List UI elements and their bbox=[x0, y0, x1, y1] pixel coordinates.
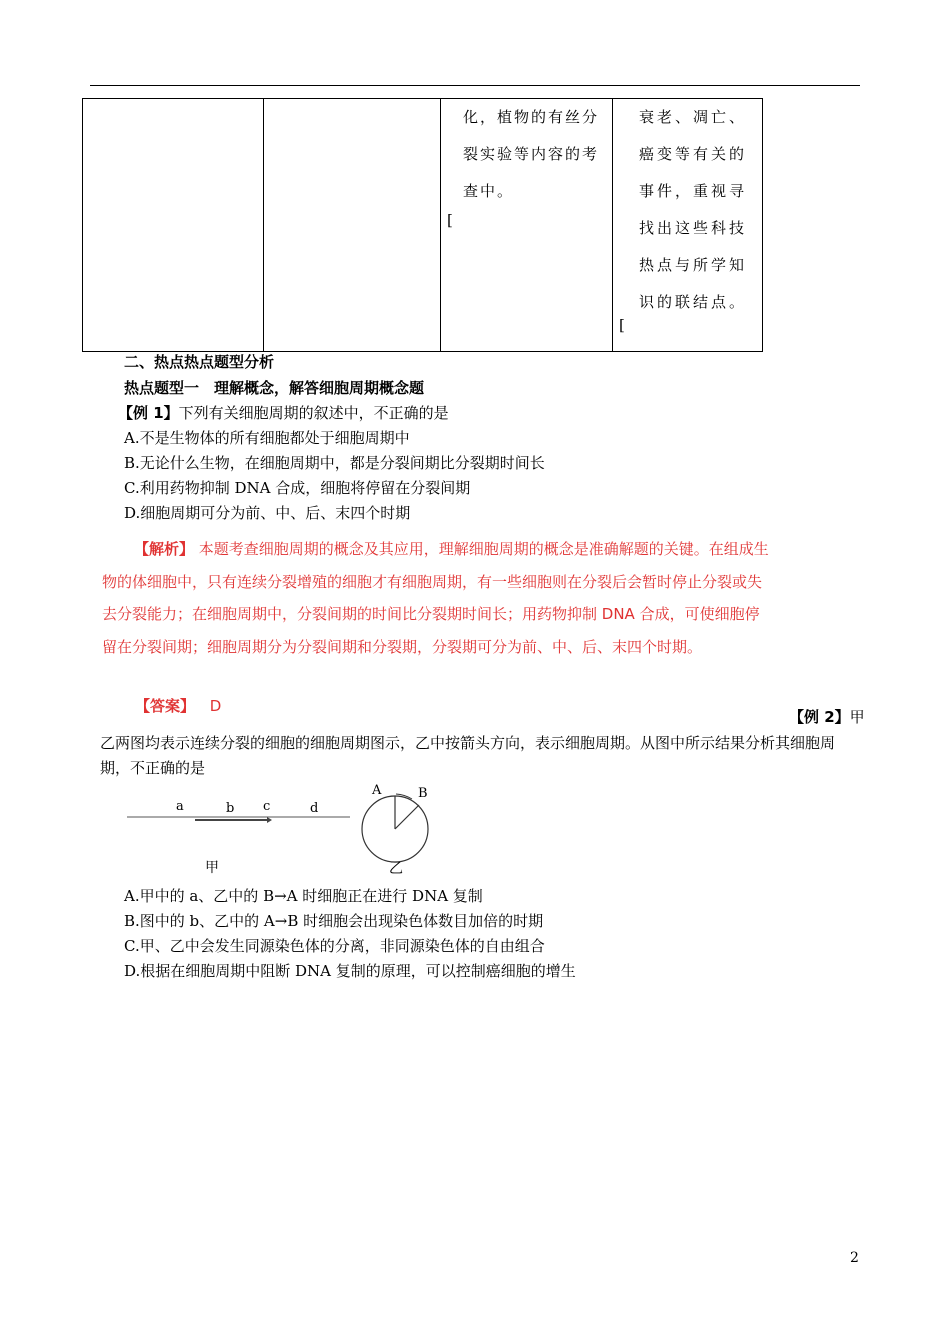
summary-table bbox=[82, 98, 763, 352]
table-row bbox=[83, 99, 763, 352]
segment-a-label: a bbox=[176, 799, 184, 814]
example1-analysis bbox=[102, 533, 772, 663]
example1-option-a: A.不是生物体的所有细胞都处于细胞周期中 bbox=[124, 429, 410, 447]
circle-point-a: A bbox=[372, 783, 382, 798]
example1-option-b: B.无论什么生物，在细胞周期中，都是分裂间期比分裂期时间长 bbox=[124, 454, 545, 472]
example2-option-c: C.甲、乙中会发生同源染色体的分离，非同源染色体的自由组合 bbox=[124, 937, 545, 955]
example1-option-c: C.利用药物抑制 DNA 合成，细胞将停留在分裂间期 bbox=[124, 479, 471, 497]
table-cell-3-bracket: [ bbox=[447, 211, 453, 229]
segment-d-label: d bbox=[310, 801, 319, 816]
analysis-text: 本题考查细胞周期的概念及其应用，理解细胞周期的概念是准确解题的关键。在组成生物的体细胞中，只有连续分裂增殖的细胞才有细胞周期，有一些细胞则在分裂后会暂时停止分裂或失去分裂能力；在细胞周期中，分裂间期的时间比分裂期时间长；用药物抑制 DNA 合成，可使细胞停留在分裂间期；细胞周期分为分裂间期和分裂期，分裂期可分为前、中、后、末四个时期。 bbox=[102, 540, 769, 656]
arrow-head bbox=[267, 817, 272, 823]
example1-label: 【例 1】 bbox=[118, 404, 179, 422]
example2-stem-start bbox=[789, 707, 865, 727]
example2-question: 乙两图均表示连续分裂的细胞的细胞周期图示，乙中按箭头方向，表示细胞周期。从图中所示结果分析其细胞周期，不正确的是 bbox=[100, 734, 836, 777]
table-cell-3-text: 化，植物的有丝分裂实验等内容的考查中。 bbox=[463, 108, 600, 200]
example1-answer bbox=[135, 696, 221, 716]
subsection-title: 热点题型一 理解概念，解答细胞周期概念题 bbox=[124, 379, 425, 397]
segment-c-label: c bbox=[263, 799, 271, 814]
table-cell-4-bracket: [ bbox=[619, 316, 625, 334]
table-cell-2 bbox=[264, 99, 441, 352]
analysis-label: 【解析】 bbox=[134, 540, 195, 558]
example2-option-b: B.图中的 b、乙中的 A→B 时细胞会出现染色体数目加倍的时期 bbox=[124, 912, 544, 930]
table-cell-1 bbox=[83, 99, 264, 352]
example2-option-d: D.根据在细胞周期中阻断 DNA 复制的原理，可以控制癌细胞的增生 bbox=[124, 962, 576, 980]
example1-question: 下列有关细胞周期的叙述中，不正确的是 bbox=[178, 404, 449, 422]
table-cell-4-text: 衰老、凋亡、癌变等有关的事件，重视寻找出这些科技热点与所学知识的联结点。 bbox=[639, 108, 748, 311]
example2-label: 【例 2】 bbox=[789, 708, 850, 726]
page-number: 2 bbox=[850, 1250, 859, 1266]
linear-caption: 甲 bbox=[205, 860, 219, 876]
section-title: 二、热点热点题型分析 bbox=[124, 353, 275, 371]
answer-value: D bbox=[209, 697, 222, 715]
circle-point-b: B bbox=[418, 786, 428, 801]
circle-caption: 乙 bbox=[389, 861, 403, 877]
table-cell-3 bbox=[441, 99, 613, 352]
radius-b bbox=[395, 805, 419, 829]
example2-option-a: A.甲中的 a、乙中的 B→A 时细胞正在进行 DNA 复制 bbox=[124, 887, 483, 905]
example1-option-d: D.细胞周期可分为前、中、后、末四个时期 bbox=[124, 504, 411, 522]
header-rule bbox=[90, 85, 860, 86]
example1-stem bbox=[118, 403, 449, 423]
example2-first-char: 甲 bbox=[849, 708, 865, 726]
table-cell-4 bbox=[613, 99, 763, 352]
segment-b-label: b bbox=[226, 801, 235, 816]
answer-label: 【答案】 bbox=[135, 697, 196, 715]
